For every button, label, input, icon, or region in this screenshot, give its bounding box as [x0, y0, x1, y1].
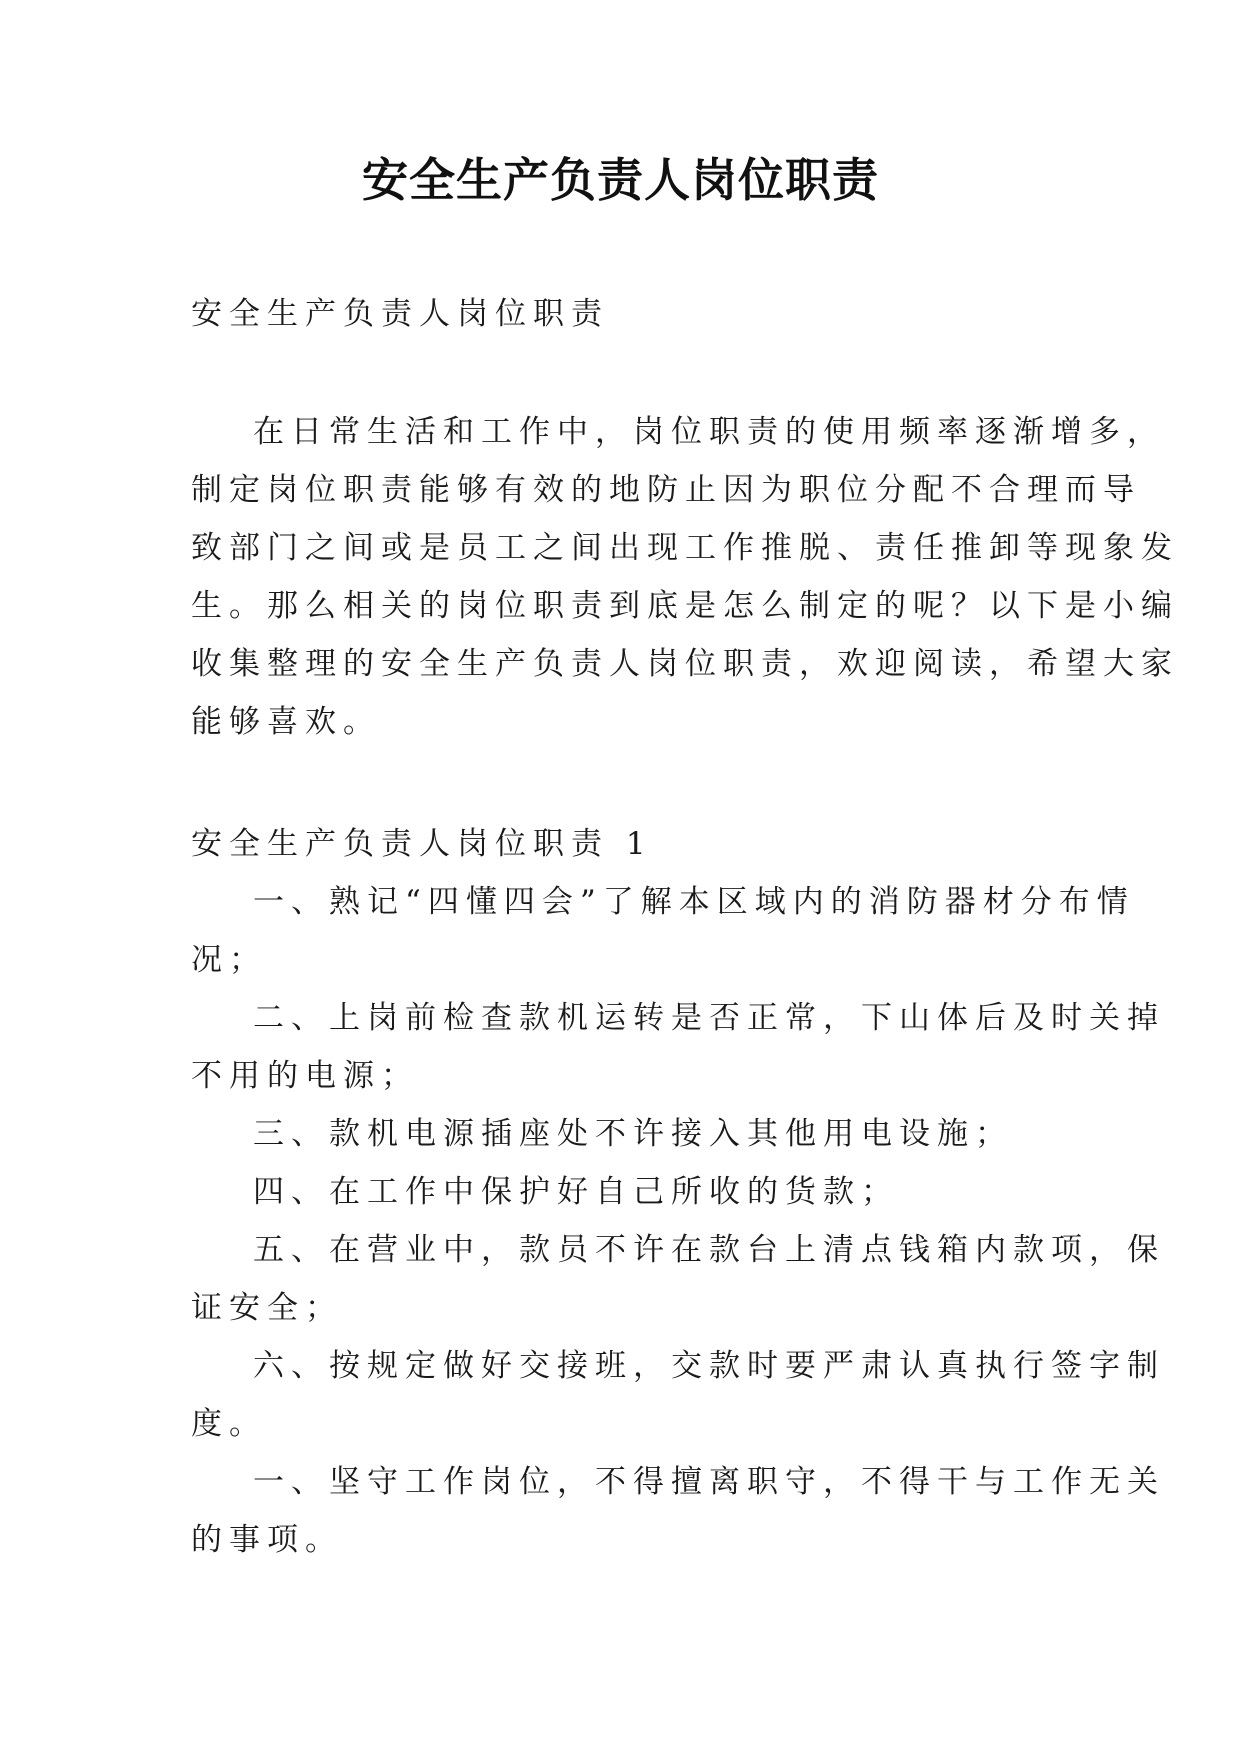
intro-line: 致部门之间或是员工之间出现工作推脱、责任推卸等现象发	[191, 530, 1179, 566]
duty-item-line: 六、按规定做好交接班，交款时要严肃认真执行签字制	[253, 1348, 1165, 1384]
spacer	[191, 751, 1053, 809]
duty-item-line: 三、款机电源插座处不许接入其他用电设施；	[253, 1116, 1013, 1152]
duty-item-line: 证安全；	[191, 1290, 343, 1326]
intro-line: 制定岗位职责能够有效的地防止因为职位分配不合理而导	[191, 472, 1141, 508]
duty-item	[191, 1337, 1165, 1453]
spacer	[191, 343, 1053, 401]
duty-item-line: 不用的电源；	[191, 1058, 419, 1094]
document-body	[191, 285, 1179, 1569]
duty-item	[191, 1453, 1165, 1569]
section-heading: 安全生产负责人岗位职责 1	[191, 826, 653, 862]
duty-item-line: 的事项。	[191, 1522, 343, 1558]
duty-item	[191, 1105, 1053, 1163]
duty-list	[191, 873, 1165, 1569]
intro-line: 在日常生活和工作中，岗位职责的使用频率逐渐增多，	[253, 414, 1165, 450]
duty-item-line: 一、熟记“四懂四会”了解本区域内的消防器材分布情	[253, 884, 1135, 920]
duty-item-line: 二、上岗前检查款机运转是否正常，下山体后及时关掉	[253, 1000, 1165, 1036]
duty-item-line: 况；	[191, 942, 267, 978]
duty-item-line: 五、在营业中，款员不许在款台上清点钱箱内款项，保	[253, 1232, 1165, 1268]
intro-paragraph	[191, 403, 1179, 751]
duty-item-line: 一、坚守工作岗位，不得擅离职守，不得干与工作无关	[253, 1464, 1165, 1500]
document-title: 安全生产负责人岗位职责	[362, 153, 879, 207]
document-subtitle: 安全生产负责人岗位职责	[191, 296, 609, 332]
duty-item	[191, 989, 1165, 1105]
duty-item	[191, 1221, 1165, 1337]
duty-item	[191, 873, 1135, 989]
intro-line: 生。那么相关的岗位职责到底是怎么制定的呢？以下是小编	[191, 588, 1179, 624]
duty-item	[191, 1163, 1053, 1221]
intro-line: 能够喜欢。	[191, 704, 381, 740]
intro-line: 收集整理的安全生产负责人岗位职责，欢迎阅读，希望大家	[191, 646, 1179, 682]
duty-item-line: 度。	[191, 1406, 267, 1442]
duty-item-line: 四、在工作中保护好自己所收的货款；	[253, 1174, 899, 1210]
